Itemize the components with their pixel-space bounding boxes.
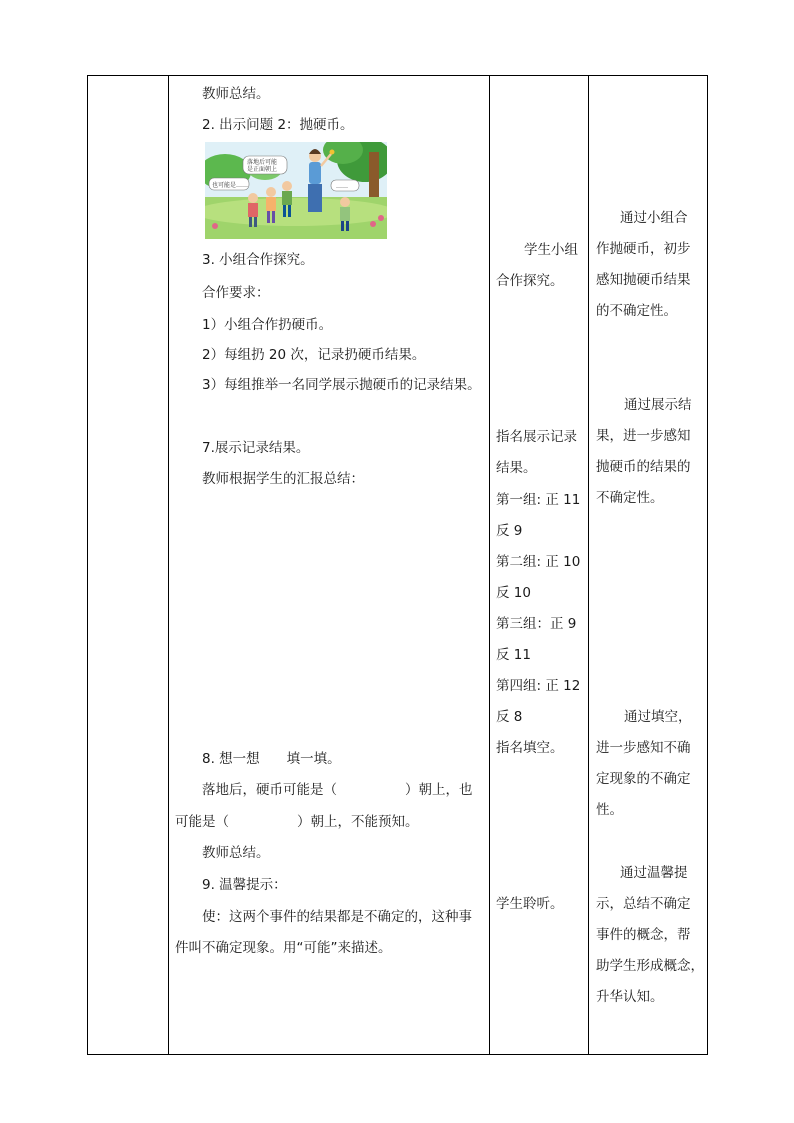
question-2-heading: 2. 出示问题 2：抛硬币。 — [202, 117, 354, 133]
svg-text:也可能是……: 也可能是…… — [212, 182, 249, 189]
group-2-result-back: 反 10 — [496, 585, 531, 601]
group-3-result-back: 反 11 — [496, 647, 531, 663]
group-3-result: 第三组：正 9 — [496, 616, 577, 632]
coin-toss-illustration — [205, 142, 387, 239]
group-1-result-back: 反 9 — [496, 523, 523, 539]
requirements-heading: 合作要求： — [202, 285, 270, 301]
group-1-result: 第一组: 正 11 — [496, 492, 581, 508]
step-7-heading: 7.展示记录结果。 — [202, 440, 310, 456]
svg-text:是正面朝上: 是正面朝上 — [247, 166, 278, 173]
tip-line-2: 件叫不确定现象。用“可能”来描述。 — [175, 940, 392, 956]
column-divider — [588, 76, 589, 1054]
teacher-summary-2: 教师总结。 — [202, 845, 270, 861]
requirement-3: 3）每组推举一名同学展示抛硬币的记录结果。 — [202, 377, 481, 393]
intent-3-line-3: 定现象的不确定 — [596, 771, 691, 787]
intent-4-line-4: 助学生形成概念， — [596, 958, 704, 974]
group-4-result: 第四组: 正 12 — [496, 678, 581, 694]
step-8-heading: 8. 想一想 填一填。 — [202, 751, 341, 767]
teacher-summary-1: 教师总结。 — [202, 86, 270, 102]
intent-1-line-2: 作抛硬币，初步 — [596, 241, 691, 257]
intent-2-line-3: 抛硬币的结果的 — [596, 459, 691, 475]
intent-4-line-1: 通过温馨提 — [620, 865, 688, 881]
requirement-1: 1）小组合作扔硬币。 — [202, 317, 333, 333]
tip-line-1: 使：这两个事件的结果都是不确定的，这种事 — [202, 909, 472, 925]
fill-blank-line-1: 落地后，硬币可能是（ ）朝上，也 — [202, 782, 473, 798]
intent-3-line-2: 进一步感知不确 — [596, 740, 691, 756]
student-activity-4: 学生聆听。 — [496, 896, 564, 912]
intent-4-line-3: 事件的概念，帮 — [596, 927, 691, 943]
requirement-2: 2）每组扔 20 次，记录扔硬币结果。 — [202, 347, 426, 363]
intent-3-line-4: 性。 — [596, 802, 623, 818]
student-activity-3: 指名填空。 — [496, 740, 564, 756]
svg-text:……: …… — [336, 183, 348, 190]
intent-3-line-1: 通过填空， — [624, 709, 692, 725]
step-3-heading: 3. 小组合作探究。 — [202, 252, 314, 268]
student-activity-2-line-1: 指名展示记录 — [496, 429, 577, 445]
group-4-result-back: 反 8 — [496, 709, 523, 725]
lesson-table — [87, 75, 708, 1055]
column-divider — [168, 76, 169, 1054]
intent-1-line-4: 的不确定性。 — [596, 303, 677, 319]
intent-4-line-2: 示，总结不确定 — [596, 896, 691, 912]
step-9-heading: 9. 温馨提示： — [202, 877, 287, 893]
student-activity-2-line-2: 结果。 — [496, 460, 537, 476]
column-divider — [489, 76, 490, 1054]
intent-1-line-3: 感知抛硬币结果 — [596, 272, 691, 288]
group-2-result: 第二组: 正 10 — [496, 554, 581, 570]
intent-2-line-1: 通过展示结 — [624, 397, 692, 413]
intent-2-line-2: 果，进一步感知 — [596, 428, 691, 444]
fill-blank-line-2: 可能是（ ）朝上，不能预知。 — [175, 814, 419, 830]
intent-4-line-5: 升华认知。 — [596, 989, 664, 1005]
svg-text:落地后可能: 落地后可能 — [247, 159, 278, 166]
student-activity-1-line-1: 学生小组 — [524, 242, 578, 258]
intent-1-line-1: 通过小组合 — [620, 210, 688, 226]
teacher-summary-note: 教师根据学生的汇报总结： — [202, 471, 364, 487]
intent-2-line-4: 不确定性。 — [596, 490, 664, 506]
student-activity-1-line-2: 合作探究。 — [496, 273, 564, 289]
